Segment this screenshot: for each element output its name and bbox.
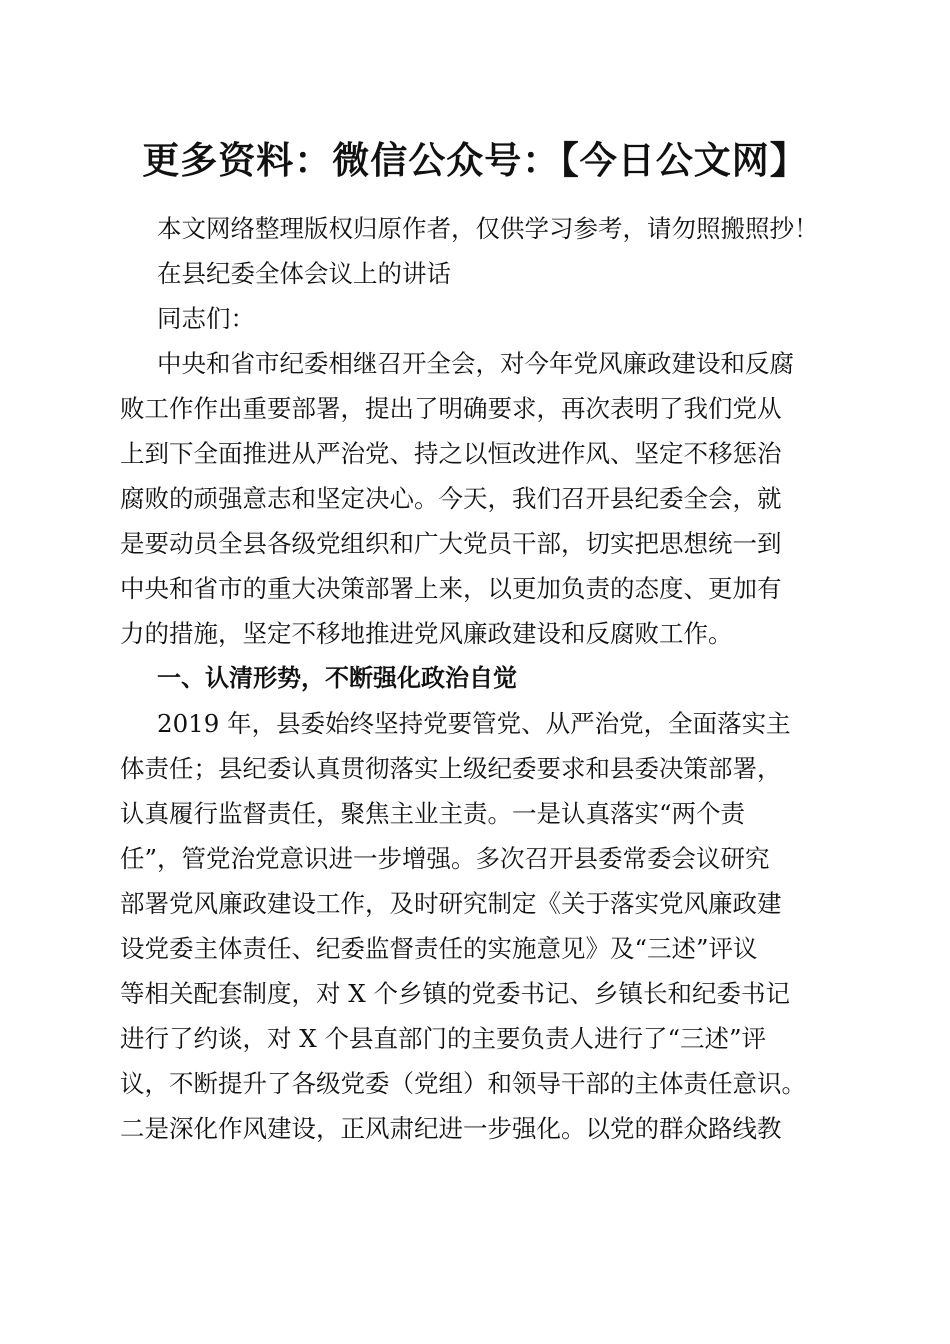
paragraph-line: 议，不断提升了各级党委（党组）和领导干部的主体责任意识。	[120, 1069, 806, 1098]
speech-title: 在县纪委全体会议上的讲话	[157, 259, 451, 288]
paragraph-line: 上到下全面推进从严治党、持之以恒改进作风、坚定不移惩治	[120, 439, 782, 468]
paragraph-line: 认真履行监督责任，聚焦主业主责。一是认真落实“两个责	[120, 799, 746, 828]
paragraph-line: 二是深化作风建设，正风肃纪进一步强化。以党的群众路线教	[120, 1114, 782, 1143]
document-body	[120, 206, 835, 1151]
paragraph-line: 等相关配套制度，对 X 个乡镇的党委书记、乡镇长和纪委书记	[120, 979, 791, 1008]
paragraph-line: 进行了约谈，对 X 个县直部门的主要负责人进行了“三述”评	[120, 1024, 767, 1053]
paragraph-line: 部署党风廉政建设工作，及时研究制定《关于落实党风廉政建	[120, 889, 782, 918]
paragraph-line: 2019 年，县委始终坚持党要管党、从严治党，全面落实主	[157, 709, 791, 738]
header-title: 更多资料：微信公众号：【今日公文网】	[142, 138, 808, 182]
paragraph-line: 体责任；县纪委认真贯彻落实上级纪委要求和县委决策部署，	[120, 754, 782, 783]
paragraph-line: 中央和省市纪委相继召开全会，对今年党风廉政建设和反腐	[157, 349, 794, 378]
paragraph-line: 中央和省市的重大决策部署上来，以更加负责的态度、更加有	[120, 574, 782, 603]
paragraph-line: 力的措施，坚定不移地推进党风廉政建设和反腐败工作。	[120, 619, 733, 648]
paragraph-line: 腐败的顽强意志和坚定决心。今天，我们召开县纪委全会，就	[120, 484, 782, 513]
salutation: 同志们：	[157, 304, 255, 333]
section-heading: 一、认清形势，不断强化政治自觉	[157, 664, 517, 692]
copyright-notice: 本文网络整理版权归原作者，仅供学习参考，请勿照搬照抄！	[157, 214, 819, 243]
paragraph-line: 败工作作出重要部署，提出了明确要求，再次表明了我们党从	[120, 394, 782, 423]
paragraph-line: 是要动员全县各级党组织和广大党员干部，切实把思想统一到	[120, 529, 782, 558]
paragraph-line: 设党委主体责任、纪委监督责任的实施意见》及“三述”评议	[120, 934, 758, 963]
paragraph-line: 任”，管党治党意识进一步增强。多次召开县委常委会议研究	[120, 844, 770, 873]
